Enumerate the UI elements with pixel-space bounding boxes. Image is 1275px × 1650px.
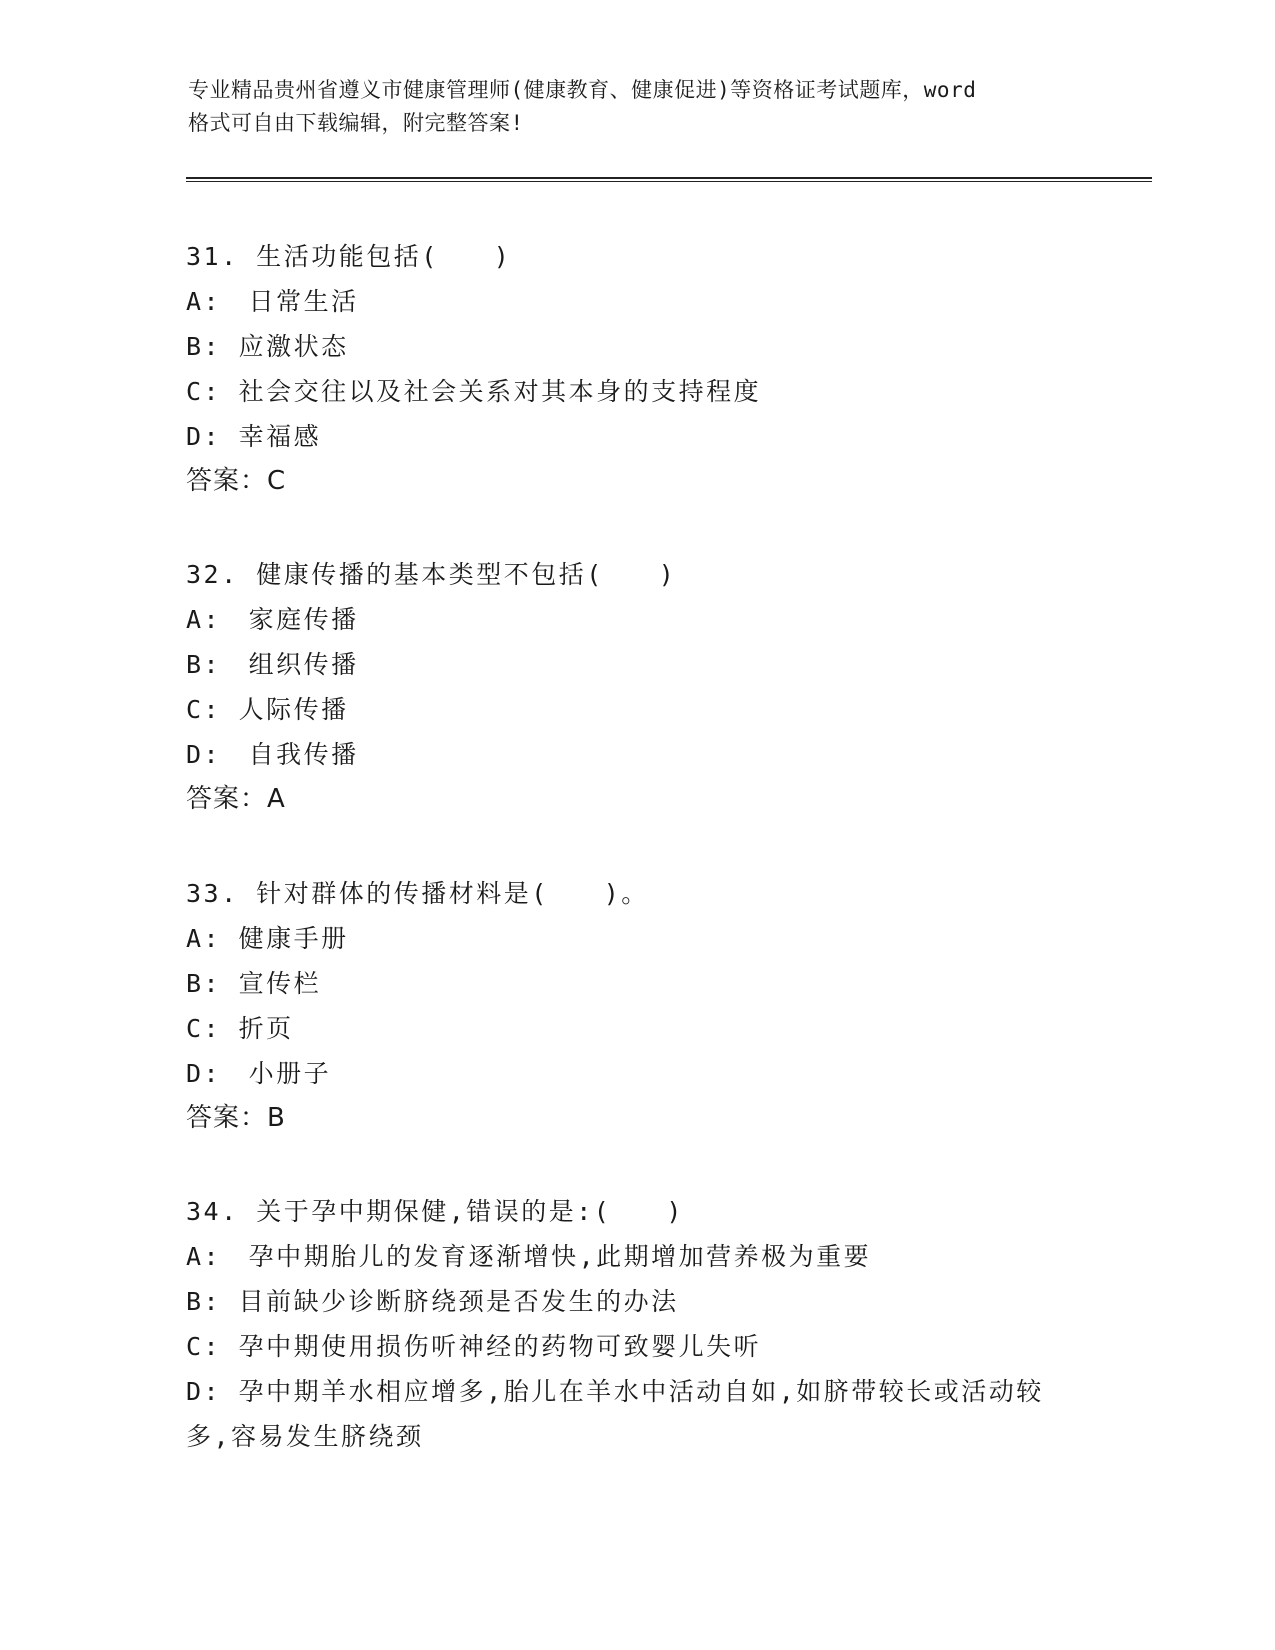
option-a: A: 日常生活 [186,287,359,316]
option-a: A: 家庭传播 [186,605,359,634]
option-c: C: 社会交往以及社会关系对其本身的支持程度 [186,377,762,406]
question-32 [186,552,1106,822]
answer-label: 答案：B [186,1103,286,1133]
header-line-1: 专业精品贵州省遵义市健康管理师(健康教育、健康促进)等资格证考试题库，word [188,78,977,102]
header-double-rule [186,177,1152,182]
option-a: A: 孕中期胎儿的发育逐渐增快,此期增加营养极为重要 [186,1242,872,1271]
question-stem: 34. 关于孕中期保健,错误的是:( ) [186,1197,684,1226]
answer-label: 答案：C [186,466,287,496]
option-b: B: 组织传播 [186,650,359,679]
answer-label: 答案：A [186,784,286,814]
question-31 [186,234,1106,504]
header-line-2: 格式可自由下载编辑，附完整答案! [188,111,524,135]
question-34 [186,1189,1106,1459]
option-d: D: 幸福感 [186,422,322,451]
question-33 [186,871,1106,1141]
option-c: C: 折页 [186,1014,294,1043]
question-stem: 32. 健康传播的基本类型不包括( ) [186,560,677,589]
option-a: A: 健康手册 [186,924,349,953]
option-b: B: 应激状态 [186,332,349,361]
option-d: D: 小册子 [186,1059,332,1088]
option-b: B: 目前缺少诊断脐绕颈是否发生的办法 [186,1287,679,1316]
option-c: C: 孕中期使用损伤听神经的药物可致婴儿失听 [186,1332,762,1361]
option-d: D: 自我传播 [186,740,359,769]
option-c: C: 人际传播 [186,695,349,724]
question-stem: 31. 生活功能包括( ) [186,242,512,271]
document-header [188,74,1088,140]
question-stem: 33. 针对群体的传播材料是( )。 [186,879,649,908]
option-b: B: 宣传栏 [186,969,322,998]
option-d: D: 孕中期羊水相应增多,胎儿在羊水中活动自如,如脐带较长或活动较多,容易发生脐绕颈 [186,1377,1044,1451]
